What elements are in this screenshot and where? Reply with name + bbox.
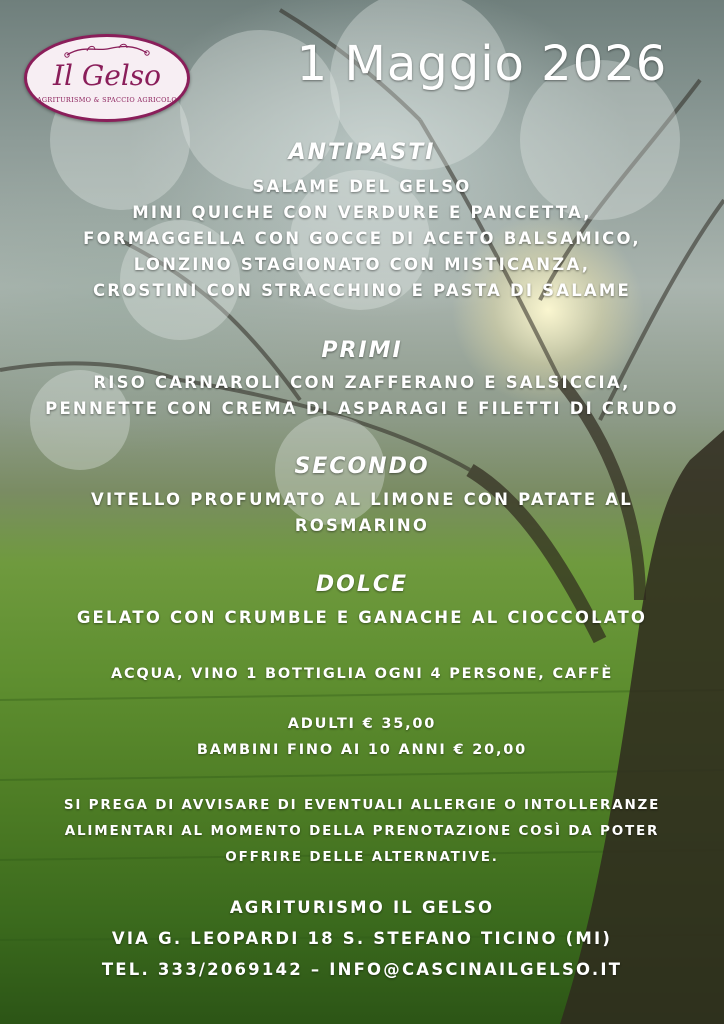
antipasti-list [0, 174, 724, 304]
menu-item: GELATO CON CRUMBLE E GANACHE AL CIOCCOLATO [76, 608, 648, 627]
price-adults: ADULTI € 35,00 [287, 716, 437, 732]
menu-item: VITELLO PROFUMATO AL LIMONE CON PATATE AL [90, 490, 633, 509]
primi-list [0, 370, 724, 422]
contact-address: VIA G. LEOPARDI 18 S. STEFANO TICINO (MI) [111, 929, 613, 948]
allergy-note-line: SI PREGA DI AVVISARE DI EVENTUALI ALLERGIE O INTOLLERANZE [63, 797, 661, 813]
menu-item: LONZINO STAGIONATO CON MISTICANZA, [133, 255, 591, 274]
menu-item: FORMAGGELLA CON GOCCE DI ACETO BALSAMICO, [83, 229, 641, 248]
allergy-note-line: ALIMENTARI AL MOMENTO DELLA PRENOTAZIONE COSÌ DA POTER [64, 823, 660, 839]
price-children: BAMBINI FINO AI 10 ANNI € 20,00 [196, 742, 528, 758]
drinks-info: ACQUA, VINO 1 BOTTIGLIA OGNI 4 PERSONE, CAFFÈ [110, 666, 614, 682]
logo-name: Il Gelso [52, 59, 162, 92]
logo-subtitle: AGRITURISMO & SPACCIO AGRICOLO [36, 96, 178, 104]
contact-phone-email: TEL. 333/2069142 – INFO@CASCINAILGELSO.IT [101, 960, 623, 979]
prices [0, 711, 724, 763]
secondo-list [0, 487, 724, 539]
secondo-heading: SECONDO [294, 454, 430, 479]
allergy-note-line: OFFRIRE DELLE ALTERNATIVE. [225, 849, 499, 865]
menu-item: RISO CARNAROLI CON ZAFFERANO E SALSICCIA, [93, 373, 631, 392]
menu-item: MINI QUICHE CON VERDURE E PANCETTA, [132, 203, 592, 222]
contact-info [0, 892, 724, 985]
antipasti-heading: ANTIPASTI [288, 140, 436, 165]
il-gelso-logo [24, 34, 190, 122]
event-date: 1 Maggio 2026 [296, 36, 668, 92]
dolce-list [0, 605, 724, 631]
menu-item: SALAME DEL GELSO [252, 177, 472, 196]
menu-item: CROSTINI CON STRACCHINO E PASTA DI SALAME [92, 281, 631, 300]
dolce-heading: DOLCE [315, 572, 409, 597]
menu-item: ROSMARINO [294, 516, 430, 535]
allergy-note [0, 792, 724, 870]
menu-item: PENNETTE CON CREMA DI ASPARAGI E FILETTI DI CRUDO [45, 399, 679, 418]
primi-heading: PRIMI [321, 338, 403, 363]
contact-name: AGRITURISMO IL GELSO [229, 898, 495, 917]
